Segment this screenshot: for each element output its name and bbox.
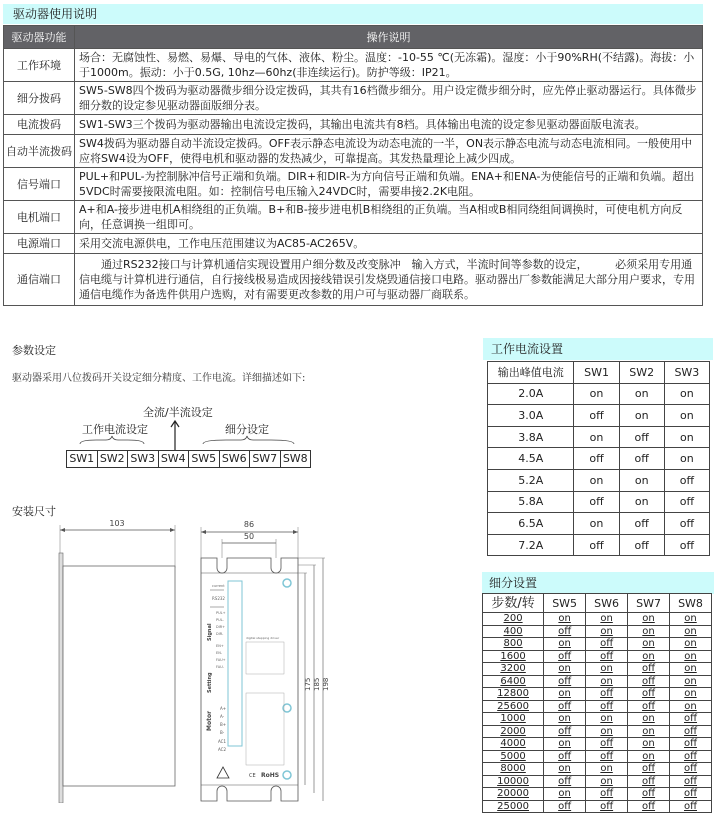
pin-label: A- — [220, 714, 225, 719]
table-row — [483, 700, 712, 713]
driver-name: digital stepping driver — [246, 636, 280, 640]
pin-label: B+ — [220, 722, 227, 727]
table-row — [4, 135, 703, 168]
switch-state: on — [586, 663, 628, 676]
row-label: 1000 — [483, 713, 544, 726]
row-label: 3.0A — [488, 405, 574, 427]
switch-state: off — [628, 788, 670, 801]
switch-state: off — [628, 700, 670, 713]
switch-state: off — [586, 688, 628, 701]
switch-state: on — [664, 426, 709, 448]
switch-state: off — [544, 625, 586, 638]
dim-198: 198 — [322, 677, 330, 691]
table-row — [4, 49, 703, 82]
ce-mark: CE — [249, 773, 256, 779]
switch-state: on — [544, 788, 586, 801]
panel-signal-label: Signal — [207, 623, 213, 641]
switch-state: off — [670, 775, 712, 788]
switch-state: on — [670, 650, 712, 663]
row-label: 6.5A — [488, 513, 574, 535]
switch-state: off — [619, 534, 664, 556]
subdivision-table — [482, 593, 712, 813]
switch-state: off — [664, 513, 709, 535]
switch-state: on — [670, 688, 712, 701]
column-header: SW3 — [664, 362, 709, 384]
column-header: SW8 — [670, 594, 712, 613]
switch-state: off — [619, 513, 664, 535]
pin-label: EN- — [216, 651, 223, 655]
pin-label: EN+ — [216, 644, 224, 648]
table-row — [483, 800, 712, 813]
switch-state: on — [586, 775, 628, 788]
section-title-subdivision: 细分设置 — [482, 572, 714, 594]
switch-state: on — [544, 638, 586, 651]
switch-state: off — [586, 700, 628, 713]
switch-state: off — [670, 713, 712, 726]
switch-state: off — [670, 763, 712, 776]
switch-state: on — [670, 613, 712, 626]
install-title: 安装尺寸 — [12, 505, 56, 518]
table-row — [483, 788, 712, 801]
table-header-row — [488, 362, 710, 384]
dim-50: 50 — [243, 532, 255, 541]
switch-state: on — [574, 383, 619, 405]
switch-state: on — [586, 713, 628, 726]
row-label: 25000 — [483, 800, 544, 813]
switch-state: on — [664, 383, 709, 405]
switch-state: off — [670, 800, 712, 813]
table-row — [4, 168, 703, 201]
section-title-current: 工作电流设置 — [483, 338, 713, 360]
row-function: 工作环境 — [4, 49, 75, 82]
switch-state: off — [586, 650, 628, 663]
row-description: SW5-SW8四个拨码为驱动器微步细分设定拨码，其共有16档微步细分。用户设定微步细分时，应先停止驱动器运行。具体微步细分数的设定参见驱动器面版细分表。 — [75, 82, 703, 115]
row-function: 电源端口 — [4, 234, 75, 254]
switch-state: off — [544, 650, 586, 663]
table-row — [483, 725, 712, 738]
side-body — [63, 566, 175, 786]
row-description: SW1-SW3三个拨码为驱动器输出电流设定拨码，其输出电流共有8档。具体输出电流的设定参见驱动器面版电流表。 — [75, 115, 703, 135]
switch-state: on — [544, 663, 586, 676]
column-header: SW6 — [586, 594, 628, 613]
switch-state: off — [619, 448, 664, 470]
row-label: 4.5A — [488, 448, 574, 470]
switch-state: off — [574, 491, 619, 513]
switch-state: on — [586, 613, 628, 626]
row-function: 自动半流拨码 — [4, 135, 75, 168]
switch-state: off — [628, 688, 670, 701]
dim-175: 175 — [304, 677, 312, 691]
label-subdivision: 细分设定 — [225, 423, 269, 436]
switch-state: off — [544, 750, 586, 763]
switch-state: off — [586, 738, 628, 751]
row-label: 6400 — [483, 675, 544, 688]
diagram-braces — [66, 404, 312, 450]
table-row — [4, 234, 703, 254]
switch-state: on — [619, 469, 664, 491]
switch-state: on — [664, 405, 709, 427]
switch-state: off — [574, 448, 619, 470]
dim-86: 86 — [243, 520, 255, 529]
dim-103: 103 — [109, 519, 125, 528]
switch-state: on — [628, 750, 670, 763]
pin-label: A+ — [220, 706, 227, 711]
row-description: PUL+和PUL-为控制脉冲信号正端和负端。DIR+和DIR-为方向信号正端和负端。ENA+和ENA-为使能信号的正端和负端。超出5VDC时需要接限流电阻。如：控制信号电压输入24VDC时，需要串接2.2K电阻。 — [75, 168, 703, 201]
column-header: SW7 — [628, 594, 670, 613]
table-row — [483, 638, 712, 651]
switch-state: on — [664, 448, 709, 470]
switch-state: on — [628, 725, 670, 738]
switch-state: on — [574, 469, 619, 491]
table-row — [483, 675, 712, 688]
switch-sw6: SW6 — [220, 451, 251, 467]
table-row — [4, 254, 703, 306]
switch-state: on — [586, 763, 628, 776]
pin-label: AC1 — [218, 739, 227, 744]
table-row — [4, 115, 703, 135]
row-function: 细分拨码 — [4, 82, 75, 115]
panel-setting-label: Setting — [207, 672, 213, 693]
row-label: 800 — [483, 638, 544, 651]
switch-state: on — [628, 638, 670, 651]
column-header: SW5 — [544, 594, 586, 613]
dip-switch-diagram — [66, 404, 312, 466]
header-function: 驱动器功能 — [4, 26, 75, 49]
switch-state: off — [628, 763, 670, 776]
row-label: 12800 — [483, 688, 544, 701]
switch-state: off — [664, 491, 709, 513]
table-row — [488, 448, 710, 470]
brace-current — [80, 436, 144, 444]
table-row — [4, 82, 703, 115]
row-function: 电流拨码 — [4, 115, 75, 135]
switch-state: on — [586, 625, 628, 638]
pin-label: FAU+ — [216, 658, 226, 662]
pin-label: AC2 — [218, 747, 227, 752]
table-row — [483, 775, 712, 788]
table-row — [483, 738, 712, 751]
pin-label: PUL- — [216, 618, 224, 622]
switch-state: on — [619, 405, 664, 427]
table-row — [483, 750, 712, 763]
dim-185: 185 — [313, 677, 321, 691]
switch-state: off — [586, 800, 628, 813]
switch-state: off — [670, 788, 712, 801]
table-header-row — [483, 594, 712, 613]
rohs-mark: RoHS — [261, 772, 280, 779]
params-description: 驱动器采用八位拨码开关设定细分精度、工作电流。详细描述如下: — [12, 373, 306, 384]
switch-state: off — [628, 663, 670, 676]
usage-table — [3, 25, 703, 306]
switch-state: on — [628, 613, 670, 626]
row-description: 场合：无腐蚀性、易燃、易爆、导电的气体、液体、粉尘。温度：-10-55 ℃(无冻霜)。湿度：小于90%RH(不结露)。海拔：小于1000m。振动：小于0.5G, 10hz—60hz(非连续运行)。防护等级：IP21。 — [75, 49, 703, 82]
row-label: 4000 — [483, 738, 544, 751]
switch-state: on — [586, 675, 628, 688]
switch-state: off — [664, 534, 709, 556]
row-label: 25600 — [483, 700, 544, 713]
params-title: 参数设定 — [12, 344, 56, 357]
switch-state: on — [544, 738, 586, 751]
table-row — [483, 625, 712, 638]
row-label: 3.8A — [488, 426, 574, 448]
row-label: 7.2A — [488, 534, 574, 556]
row-label: 3200 — [483, 663, 544, 676]
table-row — [488, 383, 710, 405]
switch-sw8: SW8 — [282, 452, 308, 465]
row-label: 1600 — [483, 650, 544, 663]
pin-label: FAU- — [216, 665, 224, 669]
column-header: SW2 — [619, 362, 664, 384]
switch-state: on — [619, 491, 664, 513]
switch-state: on — [619, 383, 664, 405]
switch-state: on — [670, 638, 712, 651]
switch-sw7: SW7 — [250, 451, 281, 467]
switch-state: off — [586, 750, 628, 763]
side-flange — [59, 553, 63, 803]
switch-state: off — [619, 426, 664, 448]
table-row — [483, 663, 712, 676]
row-label: 5.8A — [488, 491, 574, 513]
table-row — [483, 613, 712, 626]
switch-state: off — [574, 405, 619, 427]
switch-sw1: SW1 — [67, 451, 98, 467]
switch-state: on — [544, 713, 586, 726]
row-label: 5.2A — [488, 469, 574, 491]
switch-state: on — [670, 663, 712, 676]
row-label: 2.0A — [488, 383, 574, 405]
switch-state: off — [586, 638, 628, 651]
table-row — [4, 201, 703, 234]
row-function: 信号端口 — [4, 168, 75, 201]
switch-state: on — [628, 738, 670, 751]
row-function: 电机端口 — [4, 201, 75, 234]
row-description: SW4拨码为驱动器自动半流设定拨码。OFF表示静态电流设为动态电流的一半，ON表示静态电流与动态电流相同。一般使用中应将SW4设为OFF，使得电机和驱动器的发热减少，可靠提高。其发热量理论上减少四成。 — [75, 135, 703, 168]
row-description: 采用交流电源供电，工作电压范围建议为AC85-AC265V。 — [75, 234, 703, 254]
table-row — [483, 650, 712, 663]
switch-state: off — [544, 775, 586, 788]
dimension-drawing — [40, 513, 340, 803]
column-header: 输出峰值电流 — [488, 362, 574, 384]
table-row — [488, 491, 710, 513]
switch-state: on — [544, 763, 586, 776]
switch-state: on — [574, 513, 619, 535]
switch-state: on — [670, 700, 712, 713]
row-label: 400 — [483, 625, 544, 638]
switch-state: on — [586, 725, 628, 738]
row-label: 200 — [483, 613, 544, 626]
panel-rs232-label: RS232 — [212, 596, 225, 601]
table-row — [483, 713, 712, 726]
switch-sw2: SW2 — [98, 451, 129, 467]
switch-state: off — [670, 725, 712, 738]
row-description: 通过RS232接口与计算机通信实现设置用户细分数及改变脉冲 输入方式，半流时间等参数的设定， 必须采用专用通信电缆与计算机进行通信，自行接线极易造成因接线错误引发烧毁通信接口电路。驱动器出厂参数能满足大部分用户要求，专用通信电缆作为备选件供用户选购，对有需要更改参数的用户可与驱动器厂商联系。 — [75, 254, 703, 306]
switch-state: on — [670, 625, 712, 638]
table-row — [488, 426, 710, 448]
row-function: 通信端口 — [4, 254, 75, 306]
switch-state: off — [544, 800, 586, 813]
header-description: 操作说明 — [75, 26, 703, 49]
label-working-current: 工作电流设定 — [82, 423, 148, 436]
switch-sw5: SW5 — [189, 451, 220, 467]
brace-subdivision — [203, 436, 294, 444]
switch-state: off — [628, 775, 670, 788]
switch-state: on — [544, 688, 586, 701]
table-row — [488, 405, 710, 427]
front-plate — [201, 558, 298, 801]
panel-current-label: current — [212, 584, 225, 588]
section-title-usage: 驱动器使用说明 — [3, 4, 703, 24]
table-row — [483, 688, 712, 701]
row-label: 8000 — [483, 763, 544, 776]
pin-label: DIR- — [216, 632, 224, 636]
row-label: 10000 — [483, 775, 544, 788]
switch-state: on — [544, 613, 586, 626]
switch-state: on — [574, 426, 619, 448]
pin-label: B- — [220, 730, 225, 735]
switch-state: off — [544, 700, 586, 713]
switch-state: off — [574, 534, 619, 556]
pin-label: PUL+ — [216, 611, 226, 615]
switch-state: on — [628, 650, 670, 663]
row-label: 2000 — [483, 725, 544, 738]
current-table — [487, 361, 710, 556]
switch-state: on — [628, 713, 670, 726]
switch-sw4: SW4 — [159, 451, 190, 467]
switch-state: off — [628, 800, 670, 813]
row-label: 20000 — [483, 788, 544, 801]
dip-switch-row — [66, 450, 311, 468]
switch-state: off — [628, 675, 670, 688]
switch-state: off — [544, 725, 586, 738]
switch-state: off — [586, 788, 628, 801]
switch-sw3: SW3 — [128, 451, 159, 467]
pin-label: DIR+ — [216, 625, 226, 629]
switch-state: off — [544, 675, 586, 688]
switch-state: on — [670, 675, 712, 688]
table-row — [483, 763, 712, 776]
switch-state: off — [670, 750, 712, 763]
table-row — [488, 469, 710, 491]
row-description: A+和A-接步进电机A相绕组的正负端。B+和B-接步进电机B相绕组的正负端。当A相或B相同绕组间调换时，可使电机方向反向，任意调换一组即可。 — [75, 201, 703, 234]
switch-state: on — [628, 625, 670, 638]
switch-state: off — [670, 738, 712, 751]
row-label: 5000 — [483, 750, 544, 763]
usage-table-header — [4, 26, 703, 49]
table-row — [488, 534, 710, 556]
switch-state: off — [664, 469, 709, 491]
column-header: SW1 — [574, 362, 619, 384]
table-row — [488, 513, 710, 535]
column-header: 步数/转 — [483, 594, 544, 613]
label-half-current: 全流/半流设定 — [143, 406, 213, 419]
panel-motor-label: Motor — [206, 710, 213, 731]
